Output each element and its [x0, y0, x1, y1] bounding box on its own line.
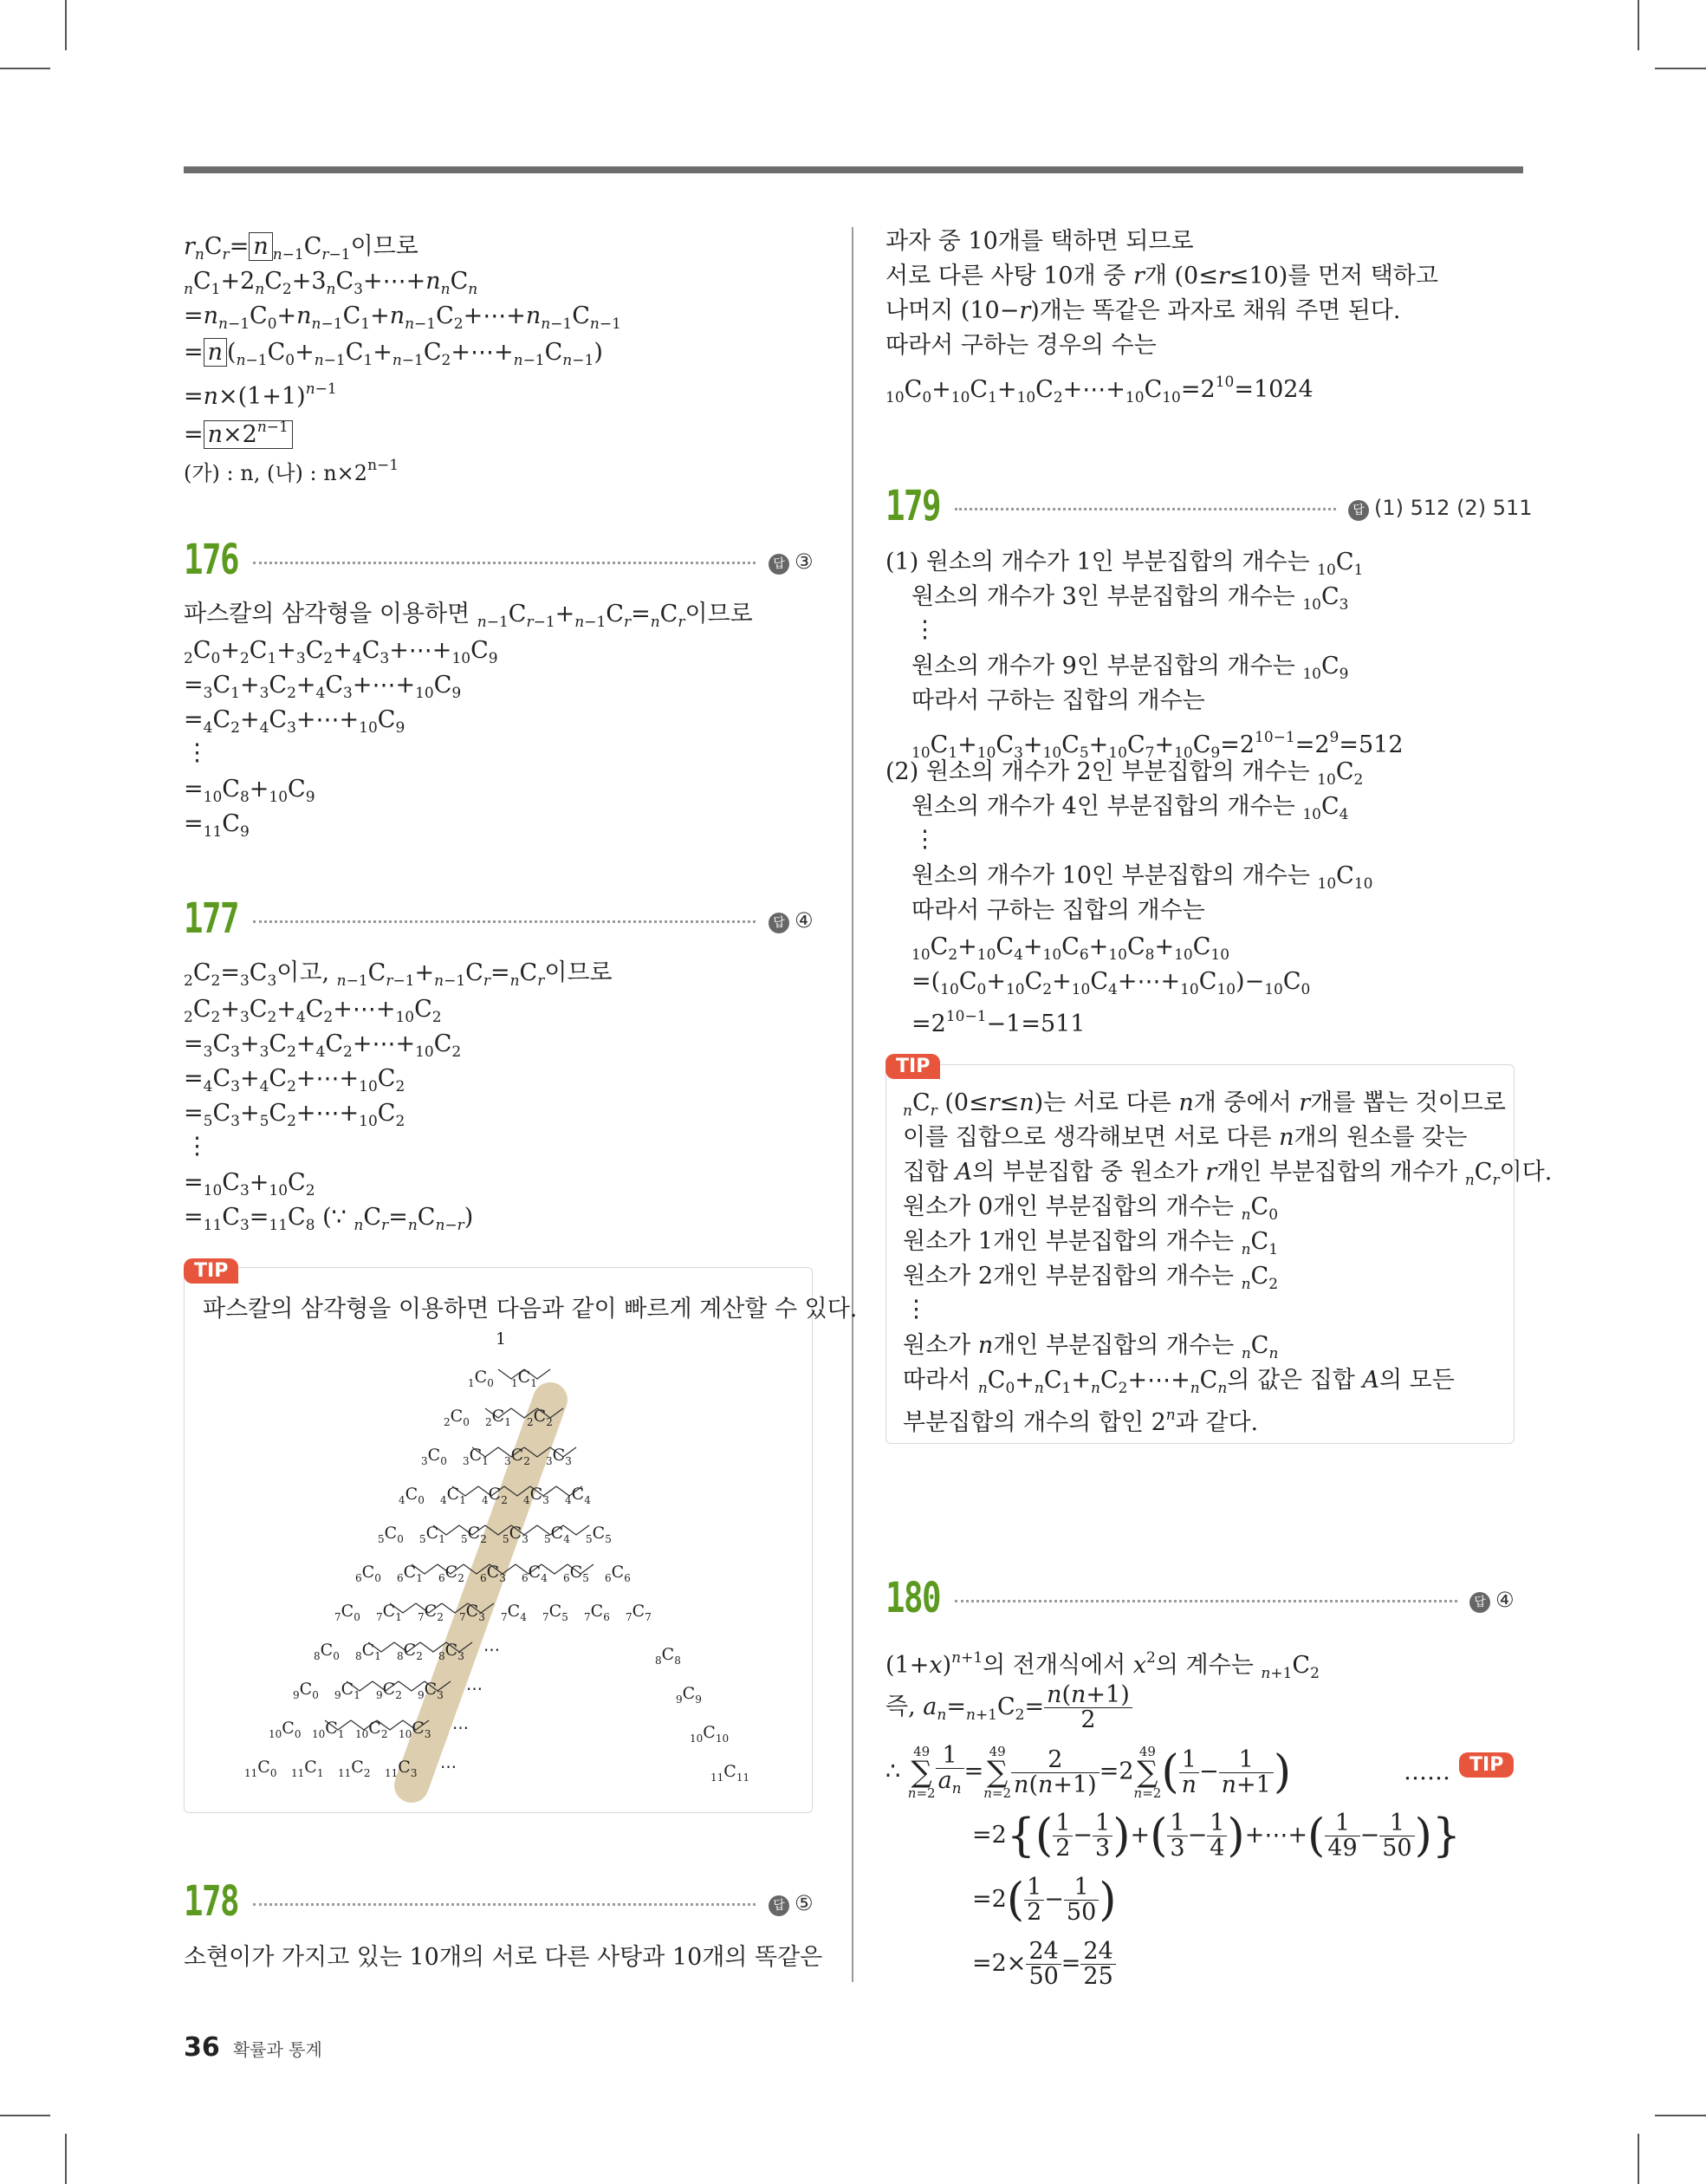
- vertical-ellipsis: ⋮: [185, 739, 209, 766]
- solution-line: $_2C_2=_3C_3$이고, $_{n-1}C_{r-1}+_{n-1}C_r=_nC_r$이므로: [184, 959, 613, 990]
- solution-line: 파스칼의 삼각형을 이용하면 $_{n-1}C_{r-1}+_{n-1}C_r=_nC_r$이므로: [184, 601, 753, 631]
- vertical-ellipsis: ⋮: [913, 826, 937, 853]
- tip-text: 원소가 2개인 부분집합의 개수는 $_nC_2$: [903, 1263, 1279, 1293]
- triangle-label: $_7C_5$: [542, 1602, 568, 1623]
- triangle-label: 1: [496, 1329, 507, 1349]
- triangle-label: $_9C_0$: [293, 1680, 319, 1701]
- answer-badge: 답 ④: [1469, 1588, 1515, 1613]
- solution-line: $=_4C_2+_4C_3+\cdots+_{10}C_9$: [184, 706, 405, 737]
- solution-line: $=_{11}C_3=_{11}C_8$ (∵ $_nC_r=_nC_{n-r}$): [184, 1204, 474, 1234]
- tip-tag: TIP: [885, 1054, 940, 1079]
- triangle-label: ⋯: [466, 1680, 483, 1699]
- tip-text: $_nC_r$ (0≤r≤n)는 서로 다른 n개 중에서 r개를 뽑는 것이므로: [903, 1089, 1506, 1120]
- solution-line: $=_{10}C_8+_{10}C_9$: [184, 776, 315, 806]
- triangle-label: $_7C_4$: [501, 1602, 527, 1623]
- crop-mark: [0, 2115, 50, 2116]
- tip-text: 따라서 $_nC_0+_nC_1+_nC_2+\cdots+_nC_n$의 값은 집합 A의 모든: [903, 1367, 1455, 1397]
- triangle-label: $_1C_1$: [511, 1368, 537, 1389]
- triangle-label: $_{10}C_1$: [312, 1719, 345, 1740]
- solution-line: =2× $\frac{24}{50}$ = $\frac{24}{25}$: [972, 1940, 1116, 1989]
- solution-line: $=_4C_3+_4C_2+\cdots+_{10}C_2$: [184, 1065, 405, 1095]
- triangle-label: $_8C_0$: [314, 1641, 340, 1662]
- answer-badge: 답 ③: [769, 549, 814, 575]
- triangle-label: $_5C_0$: [378, 1524, 404, 1545]
- page-number: 36: [184, 2032, 220, 2063]
- problem-number: 178: [184, 1877, 238, 1926]
- triangle-label: $_7C_0$: [334, 1602, 360, 1623]
- solution-line: = $n\times 2^{n-1}$: [184, 413, 293, 450]
- problem-number: 176: [184, 536, 238, 584]
- triangle-label: $_{10}C_{10}$: [690, 1723, 730, 1745]
- triangle-label: $_2C_0$: [444, 1407, 470, 1428]
- section-title: 확률과 통계: [232, 2039, 322, 2060]
- solution-line: 원소의 개수가 3인 부분집합의 개수는 $_{10}C_3$: [911, 583, 1349, 614]
- triangle-label: $_8C_2$: [397, 1641, 423, 1662]
- triangle-label: $_6C_1$: [397, 1563, 423, 1584]
- triangle-label: $_{11}C_2$: [338, 1758, 371, 1779]
- triangle-label: $_7C_2$: [418, 1602, 444, 1623]
- solution-line: (2) 원소의 개수가 2인 부분집합의 개수는 $_{10}C_2$: [885, 758, 1364, 789]
- solution-line: $=_{10}C_3+_{10}C_2$: [184, 1169, 315, 1199]
- answer-badge: 답 ④: [769, 908, 814, 933]
- triangle-label: $_7C_1$: [376, 1602, 402, 1623]
- triangle-label: $_6C_0$: [355, 1563, 381, 1584]
- solution-line: 소현이가 가지고 있는 10개의 서로 다른 사탕과 10개의 똑같은: [184, 1944, 823, 1971]
- solution-line: $=(_{10}C_0+_{10}C_2+_{10}C_4+\cdots+_{10}C_{10})-_{10}C_0$: [911, 968, 1311, 998]
- triangle-label: $_6C_6$: [605, 1563, 631, 1584]
- tip-text: 파스칼의 삼각형을 이용하면 다음과 같이 빠르게 계산할 수 있다.: [203, 1296, 858, 1323]
- solution-line: 서로 다른 사탕 10개 중 r개 (0≤r≤10)를 먼저 택하고: [885, 263, 1438, 289]
- triangle-label: $_{10}C_3$: [399, 1719, 431, 1740]
- triangle-label: $_{10}C_0$: [269, 1719, 302, 1740]
- triangle-label: $_7C_3$: [459, 1602, 485, 1623]
- tip-dots: ……: [1404, 1758, 1450, 1785]
- solution-line: $r_nC_r= n$ $_{n-1}C_{r-1}$이므로: [184, 233, 418, 263]
- leader-dots: [253, 920, 756, 923]
- solution-line: $_nC_1+2_nC_2+3_nC_3+\cdots+n_nC_n$: [184, 268, 478, 298]
- crop-mark: [65, 0, 67, 50]
- triangle-label: $_{11}C_{11}$: [710, 1762, 750, 1784]
- triangle-label: ⋯: [440, 1758, 457, 1777]
- triangle-label: $_5C_1$: [419, 1524, 445, 1545]
- solution-line: 원소의 개수가 10인 부분집합의 개수는 $_{10}C_{10}$: [911, 862, 1373, 893]
- solution-line: = n $(_{n-1}C_0+_{n-1}C_1+_{n-1}C_2+\cdots+_{n-1}C_{n-1})$: [184, 339, 603, 369]
- triangle-label: $_4C_3$: [523, 1485, 549, 1506]
- solution-line: 원소의 개수가 9인 부분집합의 개수는 $_{10}C_9$: [911, 653, 1349, 683]
- triangle-label: $_9C_3$: [418, 1680, 444, 1701]
- solution-line: $_2C_2+_3C_2+_4C_2+\cdots+_{10}C_2$: [184, 996, 442, 1026]
- solution-line: =2{( $\frac{1}{2}$ − $\frac{1}{3}$ )+( $\frac{1}{3}$ − $\frac{1}{4}$ )+⋯+( $\frac{1}{49}$ − $\frac{1}{50}$ )}: [972, 1810, 1461, 1862]
- solution-line: $_{10}C_1+_{10}C_3+_{10}C_5+_{10}C_7+_{10}C_9=2^{10-1}=2^9=512$: [911, 729, 1404, 762]
- solution-line: =2( $\frac{1}{2}$ − $\frac{1}{50}$ ): [972, 1874, 1117, 1927]
- triangle-label: $_4C_0$: [399, 1485, 425, 1506]
- triangle-label: $_1C_0$: [468, 1368, 494, 1389]
- triangle-label: $_2C_1$: [485, 1407, 511, 1428]
- solution-line: 따라서 구하는 경우의 수는: [885, 332, 1157, 359]
- solution-line: 즉, $a_n=_{n+1}C_2=$ $\frac{n(n+1)}{2}$: [885, 1683, 1132, 1732]
- triangle-label: $_5C_3$: [503, 1524, 529, 1545]
- triangle-label: $_8C_1$: [355, 1641, 381, 1662]
- triangle-label: $_{11}C_1$: [291, 1758, 324, 1779]
- answer-label: (가) : n, (나) : $n\times 2^{n-1}$: [184, 457, 399, 485]
- crop-mark: [1638, 2134, 1639, 2184]
- triangle-label: $_3C_2$: [504, 1446, 530, 1467]
- triangle-label: $_8C_3$: [438, 1641, 464, 1662]
- tip-text: 원소가 n개인 부분집합의 개수는 $_nC_n$: [903, 1332, 1279, 1362]
- vertical-ellipsis: ⋮: [185, 1133, 209, 1160]
- triangle-label: $_4C_4$: [565, 1485, 591, 1506]
- triangle-label: $_{10}C_2$: [355, 1719, 388, 1740]
- triangle-label: $_5C_2$: [461, 1524, 487, 1545]
- solution-line: 따라서 구하는 집합의 개수는: [911, 687, 1205, 714]
- crop-mark: [1655, 2115, 1706, 2116]
- header-rule: [184, 166, 1523, 173]
- triangle-label: $_7C_6$: [584, 1602, 610, 1623]
- triangle-label: $_3C_0$: [421, 1446, 447, 1467]
- triangle-label: $_3C_1$: [463, 1446, 489, 1467]
- tip-tag: TIP: [184, 1258, 238, 1284]
- solution-line: $=_3C_3+_3C_2+_4C_2+\cdots+_{10}C_2$: [184, 1030, 462, 1061]
- crop-mark: [1655, 68, 1706, 69]
- tip-text: 원소가 0개인 부분집합의 개수는 $_nC_0$: [903, 1193, 1279, 1224]
- tip-tag[interactable]: TIP: [1459, 1752, 1514, 1778]
- problem-number: 180: [885, 1574, 940, 1622]
- triangle-label: $_2C_2$: [527, 1407, 553, 1428]
- problem-number: 179: [885, 482, 940, 530]
- solution-line: $=n_{n-1}C_0+n_{n-1}C_1+n_{n-1}C_2+\cdots+n_{n-1}C_{n-1}$: [184, 302, 621, 333]
- solution-line: ∴ 49 ∑ n=2 $\frac{1}{a_n}$ =49 ∑ n=2 $\frac{2}{n(n+1)}$ =249 ∑ n=2( $\frac{1}{n}$ − $\frac{1}{n+1}$ ): [885, 1742, 1292, 1801]
- tip-text: 집합 A의 부분집합 중 원소가 r개인 부분집합의 개수가 $_nC_r$이다.: [903, 1159, 1553, 1189]
- triangle-label: $_{11}C_0$: [244, 1758, 277, 1779]
- triangle-label: $_9C_1$: [334, 1680, 360, 1701]
- pascal-triangle-diagram: [225, 1322, 797, 1807]
- triangle-label: $_3C_3$: [546, 1446, 572, 1467]
- triangle-label: $_9C_2$: [376, 1680, 402, 1701]
- leader-dots: [955, 1600, 1457, 1602]
- triangle-label: $_5C_5$: [586, 1524, 612, 1545]
- problem-number: 177: [184, 894, 238, 943]
- triangle-label: $_{11}C_3$: [385, 1758, 418, 1779]
- solution-line: (1) 원소의 개수가 1인 부분집합의 개수는 $_{10}C_1$: [885, 549, 1364, 579]
- triangle-label: $_9C_9$: [676, 1684, 702, 1706]
- triangle-label: $_6C_2$: [438, 1563, 464, 1584]
- leader-dots: [955, 508, 1336, 510]
- crop-mark: [65, 2134, 67, 2184]
- solution-line: $_{10}C_0+_{10}C_1+_{10}C_2+\cdots+_{10}C_{10}=2^{10}=1024$: [885, 374, 1314, 406]
- tip-text: 부분집합의 개수의 합인 2$^n$과 같다.: [903, 1407, 1259, 1436]
- triangle-label: $_7C_7$: [626, 1602, 652, 1623]
- solution-line: $=2^{10-1}-1=511$: [911, 1008, 1086, 1037]
- vertical-ellipsis: ⋮: [913, 616, 937, 643]
- triangle-label: $_6C_3$: [480, 1563, 506, 1584]
- solution-line: $_{10}C_2+_{10}C_4+_{10}C_6+_{10}C_8+_{10}C_{10}$: [911, 933, 1230, 964]
- crop-mark: [1638, 0, 1639, 50]
- solution-line: $=_{11}C_9$: [184, 810, 250, 841]
- solution-line: $=_3C_1+_3C_2+_4C_3+\cdots+_{10}C_9$: [184, 672, 462, 702]
- triangle-label: ⋯: [452, 1719, 469, 1738]
- triangle-label: ⋯: [483, 1641, 500, 1660]
- answer-badge: 답 (1) 512 (2) 511: [1348, 496, 1533, 521]
- page-footer: [184, 2032, 322, 2063]
- triangle-label: $_4C_2$: [482, 1485, 508, 1506]
- solution-line: 따라서 구하는 집합의 개수는: [911, 897, 1205, 924]
- vertical-ellipsis: ⋮: [905, 1296, 928, 1323]
- triangle-label: $_4C_1$: [440, 1485, 466, 1506]
- column-divider: [852, 227, 853, 1982]
- triangle-label: $_5C_4$: [544, 1524, 570, 1545]
- leader-dots: [253, 1903, 756, 1906]
- solution-line: 과자 중 10개를 택하면 되므로: [885, 228, 1194, 255]
- answer-badge: 답 ⑤: [769, 1891, 814, 1916]
- crop-mark: [0, 68, 50, 69]
- triangle-label: $_6C_4$: [522, 1563, 548, 1584]
- solution-line: $_2C_0+_2C_1+_3C_2+_4C_3+\cdots+_{10}C_9$: [184, 637, 498, 667]
- solution-line: $(1+x)^{n+1}$의 전개식에서 $x^2$의 계수는 $_{n+1}C_2$: [885, 1649, 1320, 1682]
- triangle-label: $_8C_8$: [655, 1645, 681, 1667]
- triangle-label: $_6C_5$: [563, 1563, 589, 1584]
- tip-text: 이를 집합으로 생각해보면 서로 다른 n개의 원소를 갖는: [903, 1124, 1468, 1151]
- tip-text: 원소가 1개인 부분집합의 개수는 $_nC_1$: [903, 1228, 1279, 1258]
- solution-line: $=n\times(1+1)^{n-1}$: [184, 380, 337, 410]
- solution-line: 원소의 개수가 4인 부분집합의 개수는 $_{10}C_4$: [911, 793, 1349, 823]
- solution-line: $=_5C_3+_5C_2+\cdots+_{10}C_2$: [184, 1100, 405, 1130]
- solution-line: 나머지 (10−r)개는 똑같은 과자로 채워 주면 된다.: [885, 297, 1401, 324]
- leader-dots: [253, 562, 756, 564]
